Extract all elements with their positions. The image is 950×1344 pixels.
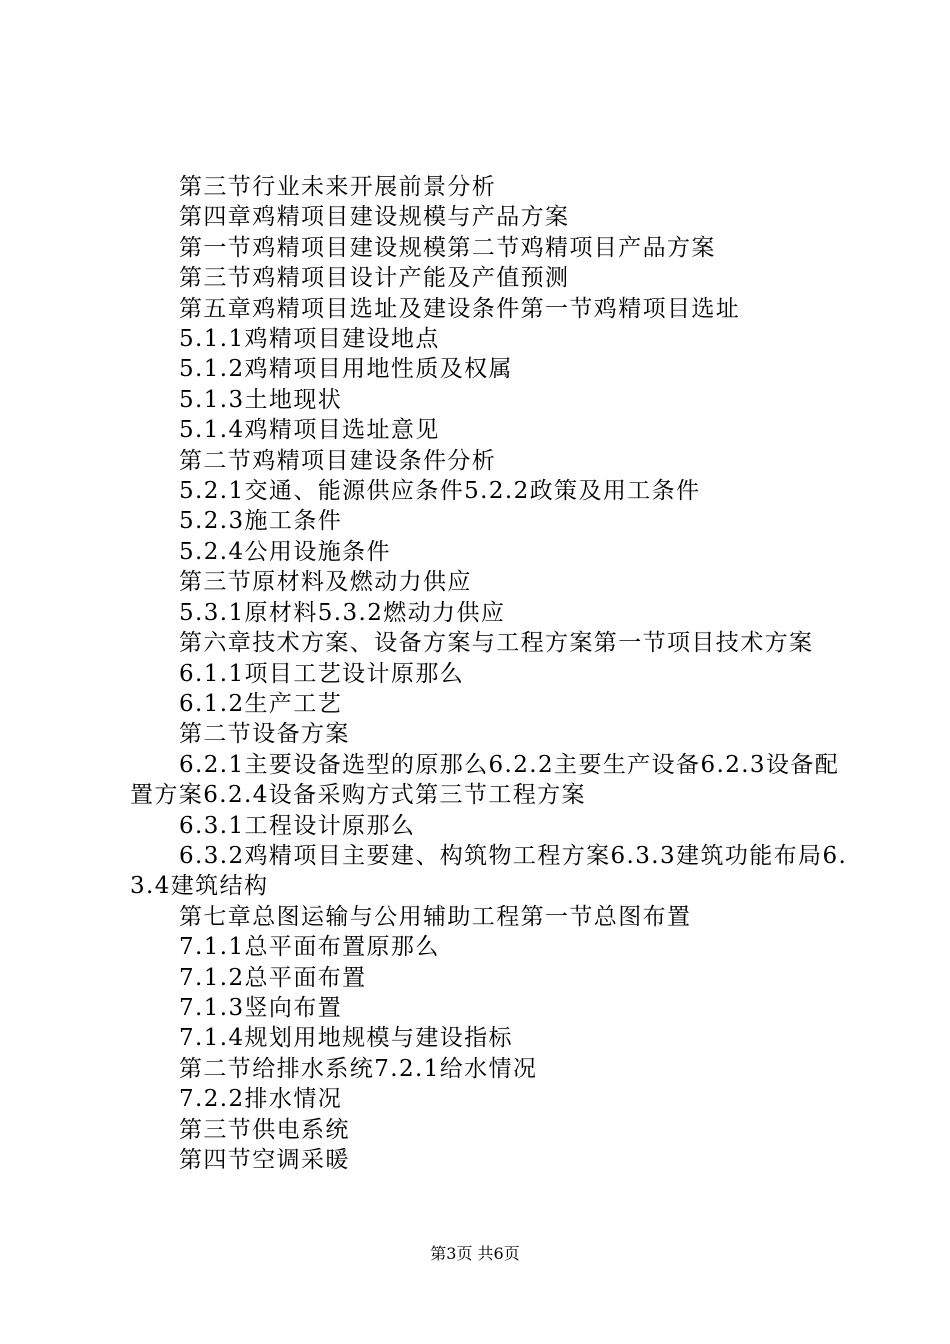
text-line: 第二节设备方案 — [179, 721, 350, 748]
text-line: 第二节给排水系统7.2.1给水情况 — [179, 1055, 538, 1082]
text-line: 第六章技术方案、设备方案与工程方案第一节项目技术方案 — [179, 630, 814, 657]
text-line: 7.1.3竖向布置 — [179, 994, 343, 1021]
text-line: 6.2.1主要设备选型的原那么6.2.2主要生产设备6.2.3设备配置方案6.2.4设备采购方式第三节工程方案 — [130, 751, 840, 809]
text-line: 第五章鸡精项目选址及建设条件第一节鸡精项目选址 — [179, 295, 741, 322]
text-line: 第三节供电系统 — [179, 1116, 350, 1143]
text-line: 第三节原材料及燃动力供应 — [179, 569, 472, 596]
text-line: 5.1.4鸡精项目选址意见 — [179, 417, 440, 444]
text-line: 6.1.1项目工艺设计原那么 — [179, 660, 465, 687]
text-line: 5.2.3施工条件 — [179, 508, 343, 535]
text-line: 5.1.1鸡精项目建设地点 — [179, 326, 440, 353]
text-line: 5.2.1交通、能源供应条件5.2.2政策及用工条件 — [179, 478, 701, 505]
text-line: 7.1.1总平面布置原那么 — [179, 934, 440, 961]
text-line: 第二节鸡精项目建设条件分析 — [179, 447, 497, 474]
text-line: 5.2.4公用设施条件 — [179, 538, 391, 565]
text-line: 第四节空调采暖 — [179, 1147, 350, 1173]
text-line: 5.1.3土地现状 — [179, 386, 343, 413]
page-number-footer: 第3页 共6页 — [430, 1244, 520, 1263]
text-line: 7.1.2总平面布置 — [179, 964, 367, 991]
text-line: 第三节行业未来开展前景分析 — [179, 174, 497, 200]
text-line: 第四章鸡精项目建设规模与产品方案 — [179, 204, 570, 231]
text-line: 5.3.1原材料5.3.2燃动力供应 — [179, 599, 506, 626]
text-line: 6.1.2生产工艺 — [179, 690, 343, 717]
text-line: 第三节鸡精项目设计产能及产值预测 — [179, 265, 570, 292]
text-line: 7.2.2排水情况 — [179, 1086, 343, 1113]
document-body — [130, 172, 850, 1175]
text-line: 第七章总图运输与公用辅助工程第一节总图布置 — [179, 903, 692, 930]
text-line: 7.1.4规划用地规模与建设指标 — [179, 1025, 513, 1052]
text-line: 6.3.1工程设计原那么 — [179, 812, 416, 839]
text-line: 第一节鸡精项目建设规模第二节鸡精项目产品方案 — [179, 234, 716, 261]
text-line: 5.1.2鸡精项目用地性质及权属 — [179, 356, 513, 383]
text-line: 6.3.2鸡精项目主要建、构筑物工程方案6.3.3建筑功能布局6.3.4建筑结构 — [130, 842, 848, 900]
